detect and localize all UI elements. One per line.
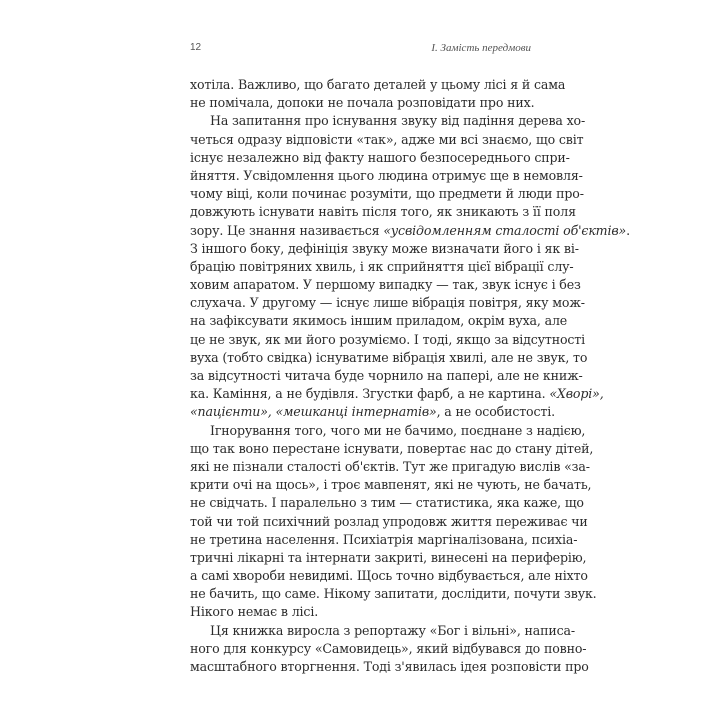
text-segment: не третина населення. Психіатрія маргіналізована, психіа-	[190, 531, 578, 547]
text-line	[190, 622, 575, 640]
text-segment: існує незалежно від факту нашого безпосереднього спри-	[190, 149, 570, 165]
running-header	[190, 38, 531, 58]
italic-text: «усвідомленням сталості об'єктів»	[383, 222, 627, 238]
text-segment: Ця книжка виросла з репортажу «Бог і вільні», написа-	[210, 622, 575, 638]
text-line	[190, 367, 583, 385]
text-line	[190, 149, 570, 167]
text-segment: четься одразу відповісти «так», адже ми всі знаємо, що світ	[190, 131, 584, 147]
text-segment: Ігнорування того, чого ми не бачимо, поєднане з надією,	[210, 422, 586, 438]
text-line	[190, 76, 566, 94]
text-segment: вуха (тобто свідка) існуватиме вібрація хвилі, але не звук, то	[190, 349, 588, 365]
text-segment: не помічала, допоки не почала розповідати про них.	[190, 95, 535, 111]
page-body-text	[190, 76, 630, 676]
text-segment: тричні лікарні та інтернати закриті, винесені на периферію,	[190, 549, 587, 565]
text-line	[190, 549, 587, 567]
text-segment: Нікого немає в лісі.	[190, 604, 319, 620]
book-page	[190, 38, 630, 676]
text-line	[190, 185, 584, 203]
text-segment: , а не особистості.	[436, 404, 555, 420]
text-segment: довжують існувати навіть після того, як зникають з її поля	[190, 204, 576, 220]
text-segment: хотіла. Важливо, що багато деталей у цьому лісі я й сама	[190, 77, 566, 92]
text-segment: слухача. У другому — існує лише вібрація повітря, яку мож-	[190, 295, 585, 311]
text-line	[190, 331, 585, 349]
chapter-title: І. Замість передмови	[431, 42, 531, 54]
text-segment: на зафіксувати якимось іншим приладом, окрім вуха, але	[190, 313, 568, 329]
text-line	[190, 131, 584, 149]
text-line	[190, 258, 574, 276]
text-segment: йняття. Усвідомлення цього людина отримує ще в немовля-	[190, 167, 583, 183]
text-line	[190, 240, 579, 258]
text-segment: чому віці, коли починає розуміти, що предмети й люди про-	[190, 186, 584, 202]
italic-text: «пацієнти», «мешканці інтернатів»	[190, 404, 437, 420]
text-line	[190, 294, 585, 312]
text-line	[190, 658, 589, 676]
text-segment: ховим апаратом. У першому випадку — так, звук існує і без	[190, 277, 581, 293]
text-line	[190, 222, 630, 240]
text-segment: це не звук, як ми його розуміємо. І тоді, якщо за відсутності	[190, 331, 585, 347]
text-line	[190, 640, 587, 658]
text-line	[190, 203, 576, 221]
text-line	[190, 94, 535, 112]
text-segment: З іншого боку, дефініція звуку може визначати його і як ві-	[190, 240, 579, 256]
text-line	[190, 458, 590, 476]
text-segment: що так воно перестане існувати, повертає нас до стану дітей,	[190, 440, 594, 456]
page-number: 12	[190, 42, 202, 53]
text-line	[190, 112, 586, 130]
italic-text: «Хворі»,	[549, 386, 604, 402]
text-line	[190, 422, 586, 440]
text-line	[190, 603, 531, 621]
text-line	[190, 567, 588, 585]
text-line	[190, 476, 592, 494]
text-segment: зору. Це знання називається	[190, 222, 384, 238]
text-line	[190, 403, 555, 421]
text-segment: за відсутності читача буде чорнило на папері, але не книж-	[190, 368, 583, 383]
text-line	[190, 531, 578, 549]
text-segment: крити очі на щось», і троє мавпенят, які не чують, не бачать,	[190, 477, 592, 493]
text-line	[190, 349, 588, 367]
text-line	[190, 385, 604, 403]
text-segment: а самі хвороби невидимі. Щось точно відбувається, але ніхто	[190, 568, 588, 584]
text-segment: .	[626, 222, 630, 238]
text-segment: масштабного вторгнення. Тоді з'явилась ідея розповісти про	[190, 659, 589, 674]
text-line	[190, 440, 594, 458]
text-line	[190, 585, 597, 603]
text-segment: не бачить, що саме. Нікому запитати, дослідити, почути звук.	[190, 586, 597, 602]
text-line	[190, 276, 581, 294]
text-line	[190, 167, 583, 185]
text-segment: той чи той психічний розлад упродовж життя переживає чи	[190, 513, 588, 529]
text-segment: ка. Каміння, а не будівля. Згустки фарб, а не картина.	[190, 386, 550, 402]
text-segment: На запитання про існування звуку від падіння дерева хо-	[210, 113, 586, 129]
text-line	[190, 494, 584, 512]
text-segment: брацію повітряних хвиль, і як сприйняття цієї вібрації слу-	[190, 258, 574, 274]
text-line	[190, 312, 568, 330]
text-segment: які не пізнали сталості об'єктів. Тут же пригадую вислів «за-	[190, 458, 590, 474]
text-segment: не свідчать. І паралельно з тим — статистика, яка каже, що	[190, 495, 584, 511]
text-line	[190, 513, 588, 531]
text-segment: ного для конкурсу «Самовидець», який відбувався до повно-	[190, 640, 587, 656]
